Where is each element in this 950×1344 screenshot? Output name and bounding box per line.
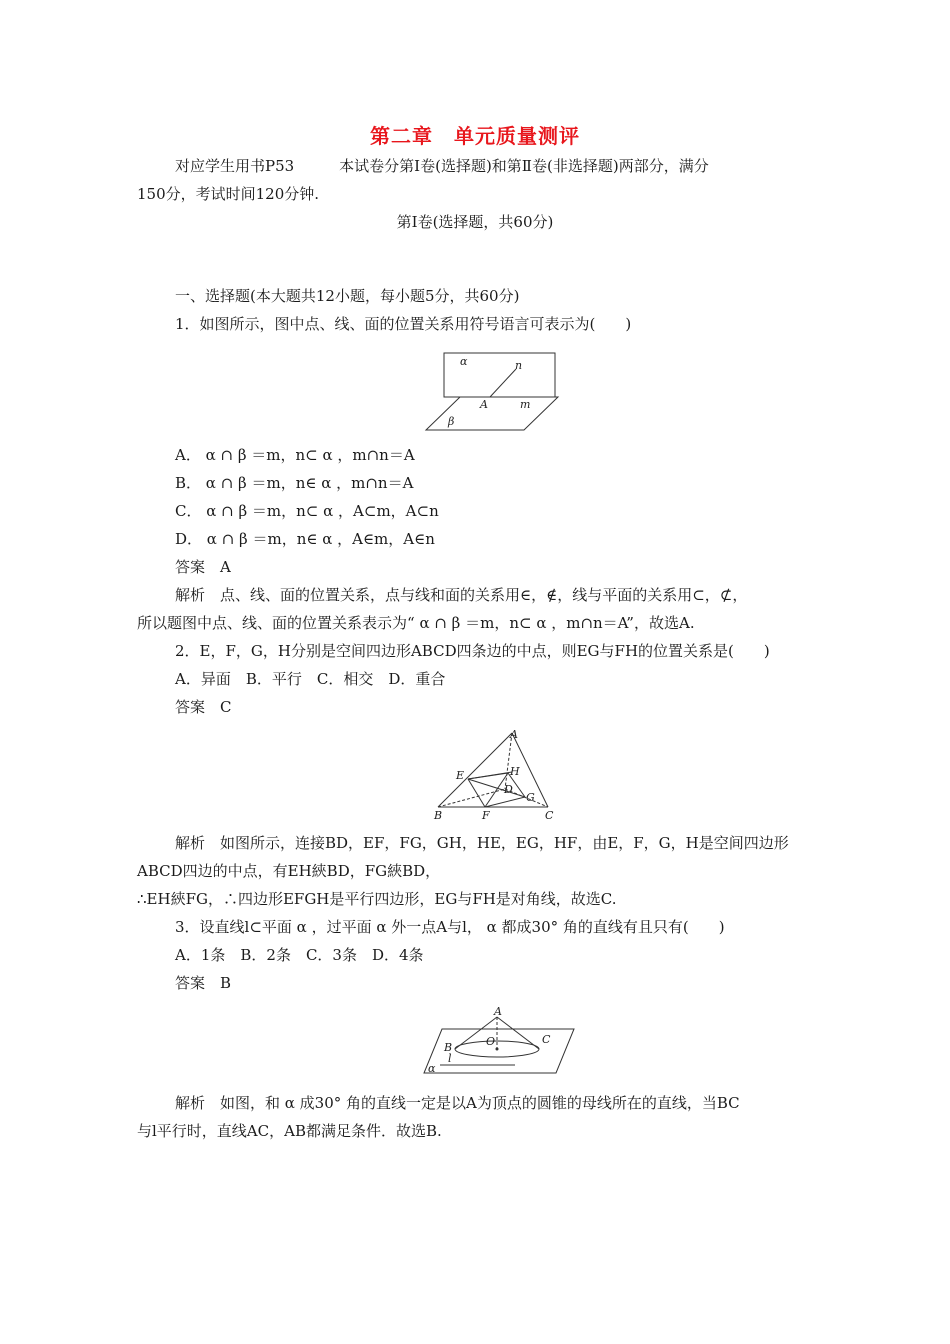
section-title: 一、选择题(本大题共12小题，每小题5分，共60分) xyxy=(175,287,520,305)
question-3-stem: 3．设直线l⊂平面 α ，过平面 α 外一点A与l， α 都成30° 角的直线有且只有( ) xyxy=(175,918,725,936)
question-1-figure xyxy=(420,345,570,435)
label-A: A xyxy=(480,398,488,411)
label-D: D xyxy=(504,783,513,796)
label-B: B xyxy=(434,809,443,822)
label-H: H xyxy=(510,765,520,778)
label-A: A xyxy=(494,1005,502,1018)
question-2-options: A．异面 B．平行 C．相交 D．重合 xyxy=(175,670,446,688)
question-2-answer: 答案 C xyxy=(175,698,232,716)
intro-line-1: 对应学生用书P53 本试卷分第Ⅰ卷(选择题)和第Ⅱ卷(非选择题)两部分，满分 xyxy=(175,157,709,175)
question-2-stem: 2．E，F，G，H分别是空间四边形ABCD四条边的中点，则EG与FH的位置关系是( ) xyxy=(175,642,770,660)
question-3-figure xyxy=(420,1005,580,1077)
label-alpha: α xyxy=(428,1062,436,1075)
label-F: F xyxy=(482,809,490,822)
label-m: m xyxy=(520,398,531,411)
label-beta: β xyxy=(448,415,455,428)
question-1-analysis-1: 解析 点、线、面的位置关系，点与线和面的关系用∈，∉，线与平面的关系用⊂，⊄， xyxy=(175,586,748,604)
plane-beta xyxy=(426,397,558,430)
question-1-option-a: A． α ∩ β ＝m，n⊂ α ，m∩n＝A xyxy=(175,446,415,464)
label-C: C xyxy=(545,809,554,822)
question-2-analysis-1: 解析 如图所示，连接BD，EF，FG，GH，HE，EG，HF，由E，F，G，H是空间四边形 xyxy=(175,834,789,852)
question-1-answer: 答案 A xyxy=(175,558,231,576)
chapter-title: 第二章 单元质量测评 xyxy=(370,124,580,148)
line-n xyxy=(490,369,516,397)
question-3-analysis-2: 与l平行时，直线AC，AB都满足条件．故选B. xyxy=(137,1122,442,1140)
label-E: E xyxy=(456,769,465,782)
question-2-analysis-3: ∴EH綊FG，∴四边形EFGH是平行四边形，EG与FH是对角线，故选C. xyxy=(137,890,617,908)
label-G: G xyxy=(526,791,535,804)
part-title: 第Ⅰ卷(选择题，共60分) xyxy=(396,213,554,231)
question-2-analysis-2: ABCD四边的中点，有EH綊BD，FG綊BD， xyxy=(137,862,441,880)
label-O: O xyxy=(486,1035,496,1048)
question-3-analysis-1: 解析 如图，和 α 成30° 角的直线一定是以A为顶点的圆锥的母线所在的直线，当BC xyxy=(175,1094,740,1112)
question-1-analysis-2: 所以题图中点、线、面的位置关系表示为“ α ∩ β ＝m，n⊂ α ，m∩n＝A”，故选A. xyxy=(137,614,695,632)
question-3-answer: 答案 B xyxy=(175,974,232,992)
label-C: C xyxy=(542,1033,551,1046)
question-1-option-b: B． α ∩ β ＝m，n∈ α ，m∩n＝A xyxy=(175,474,414,492)
intro-line-2: 150分，考试时间120分钟. xyxy=(137,185,320,203)
label-l: l xyxy=(448,1052,452,1065)
label-alpha: α xyxy=(460,355,468,368)
question-1-stem: 1．如图所示，图中点、线、面的位置关系用符号语言可表示为( ) xyxy=(175,315,632,333)
question-1-option-d: D． α ∩ β ＝m，n∈ α ，A∈m，A∈n xyxy=(175,530,435,548)
question-1-option-c: C． α ∩ β ＝m，n⊂ α ，A⊂m，A⊂n xyxy=(175,502,439,520)
label-n: n xyxy=(515,359,523,372)
label-A: A xyxy=(510,728,518,741)
question-2-figure xyxy=(430,727,560,822)
question-3-options: A．1条 B．2条 C．3条 D．4条 xyxy=(175,946,424,964)
label-B: B xyxy=(444,1041,453,1054)
